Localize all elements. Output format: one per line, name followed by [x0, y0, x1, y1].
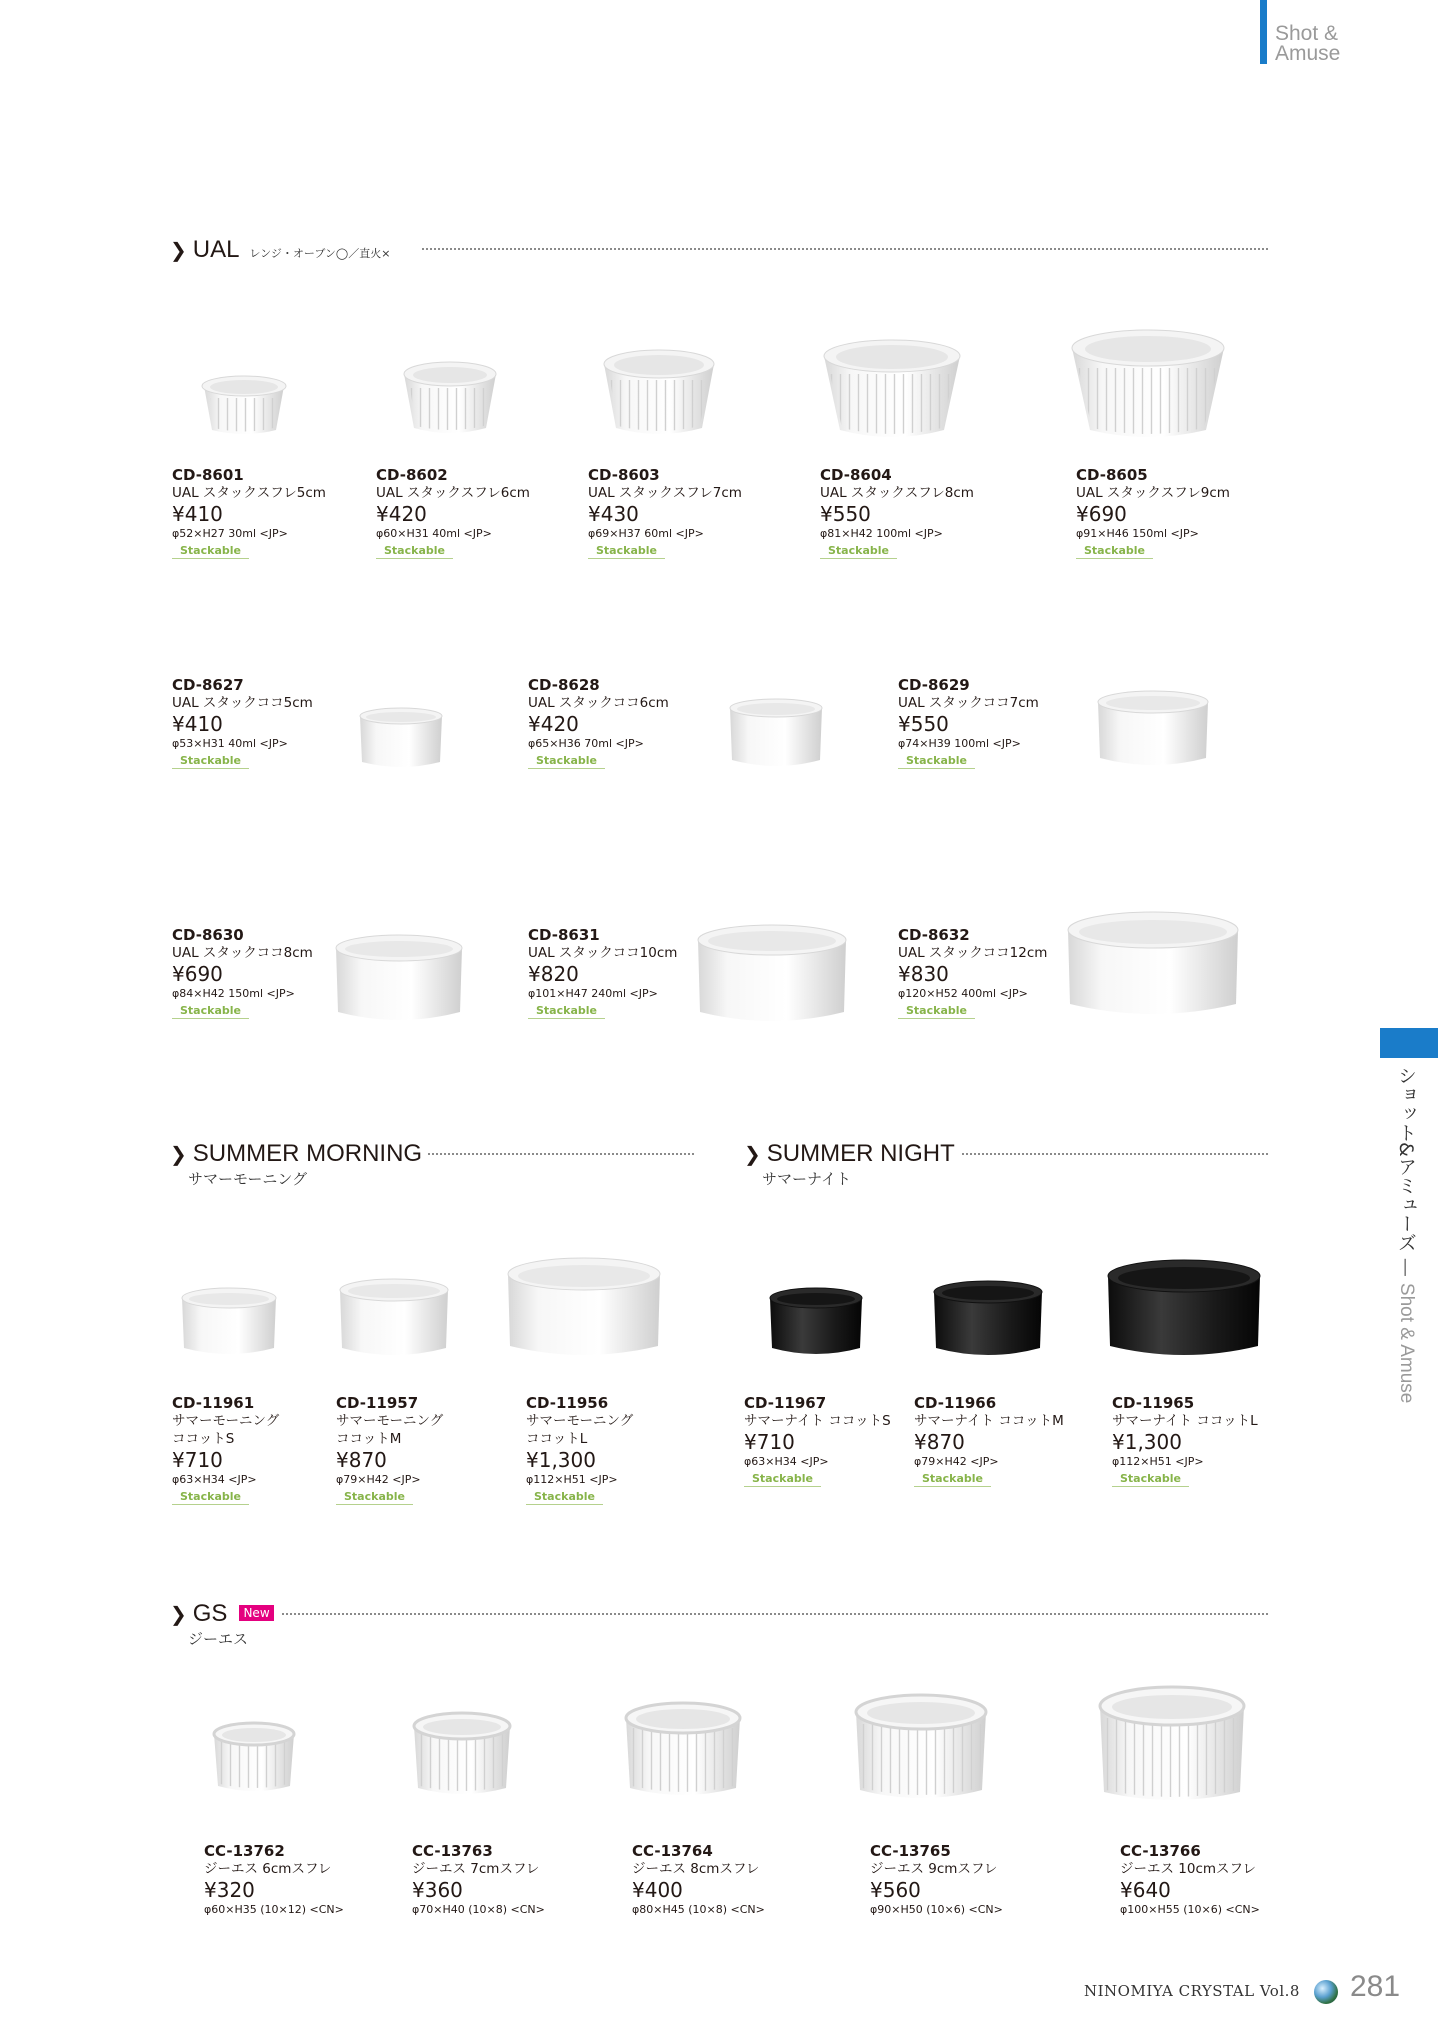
product-name-line2: ココットS: [172, 1431, 235, 1447]
product-cd11966: [914, 1394, 1064, 1487]
product-name: サマーナイト ココットM: [914, 1413, 1064, 1429]
product-spec: φ60×H31 40ml <JP>: [376, 527, 492, 540]
product-spec: φ90×H50 (10×6) <CN>: [870, 1903, 1003, 1916]
dotted-divider: [422, 248, 1268, 250]
product-price: ¥830: [898, 962, 949, 986]
footer-brand: NINOMIYA CRYSTAL Vol.8: [1084, 1982, 1300, 2000]
product-name-line1: サマーモーニング: [336, 1413, 444, 1429]
dish-image-cd11961: [178, 1284, 280, 1360]
stackable-badge: Stackable: [528, 1004, 605, 1019]
product-name-line1: サマーモーニング: [526, 1413, 634, 1429]
product-code: CD-8628: [528, 676, 600, 694]
dish-image-cd8604: [818, 336, 966, 444]
side-label-en: Shot & Amuse: [1396, 1282, 1417, 1404]
product-name-line2: ココットM: [336, 1431, 402, 1447]
stackable-badge: Stackable: [744, 1472, 821, 1487]
dish-image-cd8603: [598, 346, 720, 440]
product-name: UAL スタックココ12cm: [898, 945, 1048, 961]
product-name-line2: ココットL: [526, 1431, 588, 1447]
product-cd8628: [528, 676, 669, 769]
stackable-badge: Stackable: [820, 544, 897, 559]
product-price: ¥420: [528, 712, 579, 736]
product-name: UAL スタックココ10cm: [528, 945, 678, 961]
product-name: ジーエス 9cmスフレ: [870, 1861, 998, 1877]
product-spec: φ100×H55 (10×6) <CN>: [1120, 1903, 1260, 1916]
dish-image-cc13762: [208, 1720, 300, 1796]
section-title-ual: UAL: [192, 236, 240, 263]
section-tag-line1: Shot &: [1275, 22, 1339, 45]
section-subtitle-summer-night: サマーナイト: [762, 1170, 851, 1188]
product-cd8629: [898, 676, 1039, 769]
side-label-dash: —: [1395, 1257, 1417, 1277]
product-code: CD-11957: [336, 1394, 419, 1412]
product-spec: φ101×H47 240ml <JP>: [528, 987, 658, 1000]
stackable-badge: Stackable: [528, 754, 605, 769]
product-spec: φ79×H42 <JP>: [336, 1473, 421, 1486]
section-title-summer-night: SUMMER NIGHT: [766, 1140, 955, 1167]
product-code: CD-11967: [744, 1394, 827, 1412]
product-cd11965: [1112, 1394, 1258, 1487]
product-spec: φ60×H35 (10×12) <CN>: [204, 1903, 344, 1916]
product-cd8632: [898, 926, 1047, 1019]
product-spec: φ79×H42 <JP>: [914, 1455, 999, 1468]
dish-image-cd8627: [356, 704, 446, 772]
product-name: ジーエス 8cmスフレ: [632, 1861, 760, 1877]
product-price: ¥820: [528, 962, 579, 986]
product-price: ¥710: [744, 1430, 795, 1454]
product-name: ジーエス 7cmスフレ: [412, 1861, 540, 1877]
chevron-right-icon: ❯: [744, 1142, 761, 1166]
product-name: UAL スタックココ5cm: [172, 695, 313, 711]
product-price: ¥1,300: [526, 1448, 596, 1472]
side-index-label: [1393, 1066, 1420, 1403]
product-price: ¥870: [914, 1430, 965, 1454]
stackable-badge: Stackable: [898, 754, 975, 769]
product-cd11967: [744, 1394, 891, 1487]
product-code: CD-8632: [898, 926, 970, 944]
product-spec: φ74×H39 100ml <JP>: [898, 737, 1021, 750]
product-name: サマーナイト ココットS: [744, 1413, 891, 1429]
product-price: ¥690: [1076, 502, 1127, 526]
product-spec: φ112×H51 <JP>: [1112, 1455, 1204, 1468]
product-cd8627: [172, 676, 313, 769]
product-spec: φ70×H40 (10×8) <CN>: [412, 1903, 545, 1916]
product-spec: φ81×H42 100ml <JP>: [820, 527, 943, 540]
product-spec: φ80×H45 (10×8) <CN>: [632, 1903, 765, 1916]
product-price: ¥640: [1120, 1878, 1171, 1902]
product-cc13764: [632, 1842, 765, 1917]
section-subtitle-gs: ジーエス: [188, 1630, 249, 1648]
dish-image-cc13765: [850, 1692, 992, 1806]
product-name: ジーエス 6cmスフレ: [204, 1861, 332, 1877]
dish-image-cd8631: [694, 920, 850, 1030]
product-code: CD-8604: [820, 466, 892, 484]
chevron-right-icon: ❯: [170, 1142, 187, 1166]
product-spec: φ120×H52 400ml <JP>: [898, 987, 1028, 1000]
product-cd11957: [336, 1394, 443, 1505]
section-note-ual: レンジ・オーブン◯／直火×: [249, 247, 391, 260]
stackable-badge: Stackable: [172, 1490, 249, 1505]
product-price: ¥690: [172, 962, 223, 986]
product-spec: φ91×H46 150ml <JP>: [1076, 527, 1199, 540]
section-tag: [1260, 0, 1340, 64]
product-name: UAL スタックスフレ6cm: [376, 485, 530, 501]
product-price: ¥320: [204, 1878, 255, 1902]
product-cd11956: [526, 1394, 633, 1505]
stackable-badge: Stackable: [336, 1490, 413, 1505]
dish-image-cc13764: [620, 1700, 746, 1802]
product-name: ジーエス 10cmスフレ: [1120, 1861, 1257, 1877]
page-number: 281: [1350, 1970, 1401, 2003]
product-cd8603: [588, 466, 742, 559]
product-code: CC-13764: [632, 1842, 713, 1860]
product-price: ¥1,300: [1112, 1430, 1182, 1454]
product-code: CC-13763: [412, 1842, 493, 1860]
product-spec: φ63×H34 <JP>: [172, 1473, 257, 1486]
product-code: CD-8601: [172, 466, 244, 484]
product-name: サマーナイト ココットL: [1112, 1413, 1258, 1429]
product-code: CD-8603: [588, 466, 660, 484]
dotted-divider: [282, 1613, 1268, 1615]
chevron-right-icon: ❯: [170, 1602, 187, 1626]
product-cd8630: [172, 926, 313, 1019]
dotted-divider: [962, 1153, 1268, 1155]
section-header-summer-morning: [170, 1140, 422, 1189]
index-tab[interactable]: [1380, 1028, 1438, 1058]
section-header-ual: [170, 236, 390, 264]
product-spec: φ65×H36 70ml <JP>: [528, 737, 644, 750]
product-cd8601: [172, 466, 326, 559]
product-cd8602: [376, 466, 530, 559]
side-label-jp: ショット&アミューズ: [1395, 1066, 1417, 1252]
product-code: CD-8630: [172, 926, 244, 944]
product-spec: φ63×H34 <JP>: [744, 1455, 829, 1468]
dish-image-cc13766: [1094, 1684, 1250, 1808]
product-code: CD-8631: [528, 926, 600, 944]
dish-image-cd8630: [332, 930, 466, 1028]
product-price: ¥870: [336, 1448, 387, 1472]
stackable-badge: Stackable: [1112, 1472, 1189, 1487]
product-cc13766: [1120, 1842, 1260, 1917]
dish-image-cd11967: [766, 1284, 866, 1360]
new-badge: New: [239, 1605, 273, 1621]
product-name-line1: サマーモーニング: [172, 1413, 280, 1429]
product-code: CD-8629: [898, 676, 970, 694]
product-code: CD-11961: [172, 1394, 255, 1412]
stackable-badge: Stackable: [172, 544, 249, 559]
stackable-badge: Stackable: [588, 544, 665, 559]
product-cd8631: [528, 926, 677, 1019]
product-name: UAL スタックココ7cm: [898, 695, 1039, 711]
product-name: UAL スタックスフレ7cm: [588, 485, 742, 501]
product-code: CD-11956: [526, 1394, 609, 1412]
product-spec: φ52×H27 30ml <JP>: [172, 527, 288, 540]
dish-image-cd11957: [336, 1274, 452, 1362]
product-cc13765: [870, 1842, 1003, 1917]
stackable-badge: Stackable: [1076, 544, 1153, 559]
dotted-divider: [428, 1153, 694, 1155]
section-subtitle-summer-morning: サマーモーニング: [188, 1170, 308, 1188]
dish-image-cd8601: [196, 372, 292, 438]
section-title-gs: GS: [192, 1600, 228, 1627]
dish-image-cd11956: [504, 1252, 664, 1364]
section-tag-line2: Amuse: [1275, 42, 1341, 65]
product-price: ¥550: [898, 712, 949, 736]
product-price: ¥430: [588, 502, 639, 526]
product-name: UAL スタックココ8cm: [172, 945, 313, 961]
product-code: CC-13766: [1120, 1842, 1201, 1860]
product-price: ¥560: [870, 1878, 921, 1902]
product-price: ¥360: [412, 1878, 463, 1902]
product-code: CD-11966: [914, 1394, 997, 1412]
stackable-badge: Stackable: [526, 1490, 603, 1505]
product-price: ¥410: [172, 502, 223, 526]
section-header-summer-night: [744, 1140, 955, 1189]
dish-image-cd8605: [1066, 326, 1230, 444]
dish-image-cd8602: [398, 358, 502, 438]
dish-image-cd8632: [1064, 908, 1242, 1024]
stackable-badge: Stackable: [898, 1004, 975, 1019]
stackable-badge: Stackable: [376, 544, 453, 559]
product-name: UAL スタックスフレ8cm: [820, 485, 974, 501]
dish-image-cd11965: [1104, 1254, 1264, 1364]
product-spec: φ112×H51 <JP>: [526, 1473, 618, 1486]
section-title-summer-morning: SUMMER MORNING: [192, 1140, 423, 1167]
product-cc13762: [204, 1842, 344, 1917]
product-name: UAL スタックスフレ5cm: [172, 485, 326, 501]
product-price: ¥400: [632, 1878, 683, 1902]
product-spec: φ84×H42 150ml <JP>: [172, 987, 295, 1000]
product-code: CC-13762: [204, 1842, 285, 1860]
stackable-badge: Stackable: [172, 1004, 249, 1019]
stackable-badge: Stackable: [172, 754, 249, 769]
product-cd8605: [1076, 466, 1230, 559]
product-price: ¥550: [820, 502, 871, 526]
globe-icon: [1314, 1980, 1338, 2004]
chevron-right-icon: ❯: [170, 238, 187, 262]
product-price: ¥710: [172, 1448, 223, 1472]
product-cc13763: [412, 1842, 545, 1917]
product-spec: φ53×H31 40ml <JP>: [172, 737, 288, 750]
product-price: ¥410: [172, 712, 223, 736]
product-cd11961: [172, 1394, 279, 1505]
product-cd8604: [820, 466, 974, 559]
product-code: CD-8602: [376, 466, 448, 484]
stackable-badge: Stackable: [914, 1472, 991, 1487]
dish-image-cd11966: [930, 1276, 1046, 1362]
section-header-gs: [170, 1600, 274, 1649]
product-code: CC-13765: [870, 1842, 951, 1860]
product-code: CD-11965: [1112, 1394, 1195, 1412]
product-code: CD-8627: [172, 676, 244, 694]
product-code: CD-8605: [1076, 466, 1148, 484]
product-name: UAL スタックココ6cm: [528, 695, 669, 711]
product-name: UAL スタックスフレ9cm: [1076, 485, 1230, 501]
product-spec: φ69×H37 60ml <JP>: [588, 527, 704, 540]
dish-image-cd8628: [726, 694, 826, 772]
dish-image-cd8629: [1094, 686, 1212, 772]
product-price: ¥420: [376, 502, 427, 526]
dish-image-cc13763: [408, 1710, 516, 1800]
